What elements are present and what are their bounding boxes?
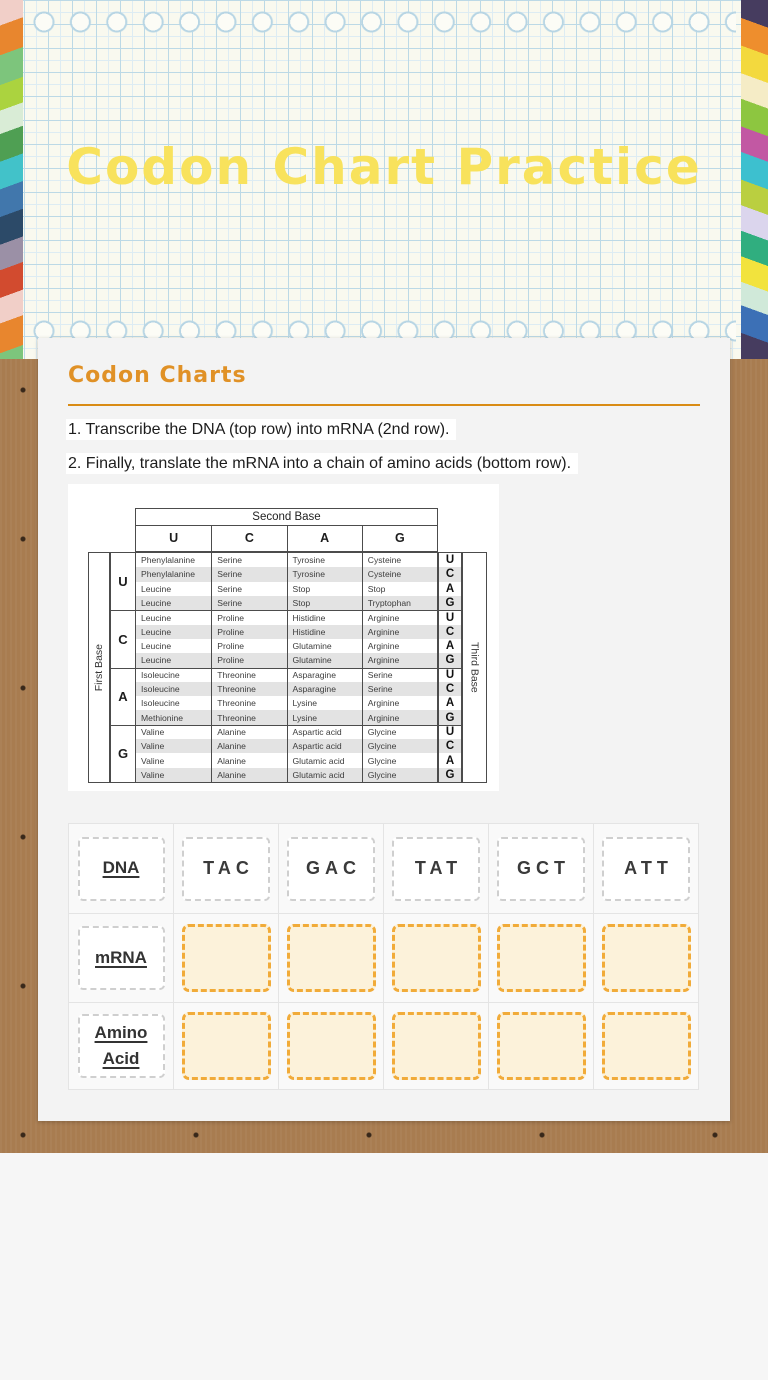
first-base-letter: A — [111, 668, 135, 725]
first-base-letter: C — [111, 610, 135, 667]
instruction-1-text: 1. Transcribe the DNA (top row) into mRNA (2nd row). — [66, 419, 456, 440]
third-base-letter: G — [439, 710, 461, 724]
codon-chart-cell: Phenylalanine — [136, 567, 211, 581]
codon-chart-cell: Alanine — [211, 768, 286, 782]
page-title: Codon Chart Practice — [66, 138, 702, 196]
codon-chart-cell: Arginine — [362, 639, 437, 653]
answer-table-cell — [279, 824, 383, 913]
third-base-letter: U — [439, 668, 461, 682]
answer-table — [68, 823, 699, 1090]
dna-codon-box: TAC — [182, 837, 270, 901]
codon-chart-cell: Tryptophan — [362, 596, 437, 610]
second-base-label: Second Base — [136, 509, 437, 526]
codon-chart-cell: Valine — [136, 768, 211, 782]
codon-chart-cell: Arginine — [362, 653, 437, 667]
dna-codon-box: GCT — [497, 837, 585, 901]
worksheet-header — [0, 0, 768, 359]
codon-chart-cell: Isoleucine — [136, 668, 211, 682]
codon-chart-cell: Alanine — [211, 725, 286, 739]
worksheet-card — [38, 338, 730, 1121]
codon-chart-cell: Arginine — [362, 696, 437, 710]
dna-codon-box: ATT — [602, 837, 690, 901]
row-label-amino-acid: Amino Acid — [78, 1014, 165, 1078]
decorative-tape-right-icon — [741, 0, 768, 359]
answer-table-cell — [69, 914, 173, 1002]
answer-table-cell — [279, 1003, 383, 1089]
codon-chart-cell: Leucine — [136, 610, 211, 624]
third-base-label: Third Base — [468, 642, 481, 693]
codon-chart-cell: Asparagine — [287, 668, 362, 682]
codon-chart-cell: Cysteine — [362, 567, 437, 581]
instruction-line-1 — [68, 419, 700, 440]
amino-acid-answer-box[interactable] — [392, 1012, 481, 1080]
codon-chart-cell: Glutamine — [287, 639, 362, 653]
codon-chart-cell: Leucine — [136, 596, 211, 610]
second-base-letter: G — [362, 526, 437, 551]
second-base-letter: A — [287, 526, 362, 551]
amino-acid-answer-box[interactable] — [287, 1012, 376, 1080]
third-base-letter: A — [445, 754, 455, 767]
row-label-mrna: mRNA — [78, 926, 165, 990]
mrna-answer-box[interactable] — [182, 924, 271, 992]
second-base-letter: U — [169, 531, 179, 545]
answer-table-cell — [489, 914, 593, 1002]
codon-chart-cell: Isoleucine — [141, 698, 180, 709]
codon-chart-cell: Glycine — [362, 753, 437, 767]
page-footer-space — [0, 1153, 768, 1380]
mrna-answer-box[interactable] — [497, 924, 586, 992]
codon-chart-cell: Glutamic acid — [287, 768, 362, 782]
codon-chart-cell: Glycine — [362, 725, 437, 739]
mrna-answer-box[interactable] — [602, 924, 691, 992]
codon-chart-cell: Valine — [141, 755, 165, 766]
codon-chart-image — [68, 484, 499, 791]
third-base-letter: G — [439, 596, 461, 610]
first-base-letter: G — [111, 725, 135, 782]
codon-chart-cell: Asparagine — [287, 682, 362, 696]
third-base-letter: C — [439, 682, 461, 696]
third-base-letter: U — [439, 725, 461, 739]
instruction-line-2 — [68, 453, 700, 474]
codon-chart-cell: Leucine — [141, 583, 172, 594]
codon-chart-body — [135, 552, 438, 783]
amino-acid-answer-box[interactable] — [182, 1012, 271, 1080]
first-base-letter-column — [110, 552, 136, 783]
codon-chart-cell: Threonine — [211, 668, 286, 682]
codon-chart-cell: Leucine — [141, 641, 172, 652]
third-base-letter: C — [439, 625, 461, 639]
codon-chart-cell: Arginine — [362, 625, 437, 639]
codon-chart-cell: Proline — [211, 639, 286, 653]
answer-table-cell — [594, 914, 698, 1002]
codon-chart-cell: Arginine — [362, 610, 437, 624]
codon-chart-cell: Glutamine — [287, 653, 362, 667]
codon-chart-cell: Serine — [211, 582, 286, 596]
third-base-letter: C — [439, 739, 461, 753]
codon-chart-cell: Serine — [362, 668, 437, 682]
third-base-letter: A — [445, 697, 455, 710]
answer-table-cell — [384, 1003, 488, 1089]
codon-chart-cell: Serine — [362, 682, 437, 696]
codon-chart-cell: Alanine — [211, 753, 286, 767]
mrna-answer-box[interactable] — [392, 924, 481, 992]
answer-table-cell — [489, 824, 593, 913]
answer-table-cell — [69, 824, 173, 913]
third-base-letter: G — [439, 768, 461, 782]
codon-chart-header — [135, 508, 438, 552]
third-base-letter: A — [445, 582, 455, 595]
codon-chart-cell: Aspartic acid — [287, 739, 362, 753]
codon-chart-cell: Stop — [287, 596, 362, 610]
third-base-letter: A — [445, 640, 455, 653]
punch-holes-top — [26, 0, 736, 44]
answer-table-cell — [384, 914, 488, 1002]
first-base-letter: U — [118, 574, 128, 590]
dna-codon-box: TAT — [392, 837, 480, 901]
codon-chart-cell: Leucine — [136, 653, 211, 667]
third-base-letter: C — [439, 567, 461, 581]
third-base-letter: U — [445, 554, 455, 567]
mrna-answer-box[interactable] — [287, 924, 376, 992]
codon-chart-cell: Lysine — [287, 710, 362, 724]
codon-chart-cell: Alanine — [211, 739, 286, 753]
codon-chart-cell: Proline — [211, 653, 286, 667]
codon-chart-cell: Leucine — [136, 625, 211, 639]
codon-chart-cell: Tyrosine — [287, 567, 362, 581]
codon-chart-cell: Stop — [362, 582, 437, 596]
codon-chart-cell: Threonine — [211, 710, 286, 724]
codon-chart-cell: Histidine — [287, 625, 362, 639]
third-base-letter: U — [439, 610, 461, 624]
codon-chart-cell: Valine — [136, 739, 211, 753]
second-base-letter-row — [136, 526, 437, 551]
answer-table-cell — [174, 1003, 278, 1089]
third-base-label-column — [462, 552, 487, 783]
answer-table-cell — [69, 1003, 173, 1089]
answer-table-cell — [594, 824, 698, 913]
answer-table-cell — [174, 914, 278, 1002]
codon-chart-cell: Serine — [211, 596, 286, 610]
codon-chart-cell: Histidine — [287, 610, 362, 624]
codon-chart-cell: Glycine — [362, 768, 437, 782]
third-base-letter-column — [438, 552, 462, 783]
codon-chart-cell: Serine — [211, 553, 286, 567]
codon-chart-cell: Cysteine — [362, 553, 437, 567]
codon-chart-cell: Proline — [211, 610, 286, 624]
answer-table-cell — [594, 1003, 698, 1089]
third-base-letter: G — [439, 653, 461, 667]
codon-chart-cell: Aspartic acid — [287, 725, 362, 739]
instruction-2-text: 2. Finally, translate the mRNA into a chain of amino acids (bottom row). — [66, 453, 578, 474]
codon-chart-cell: Proline — [211, 625, 286, 639]
first-base-label: First Base — [93, 643, 105, 692]
codon-chart-cell: Threonine — [211, 696, 286, 710]
answer-table-cell — [384, 824, 488, 913]
amino-acid-answer-box[interactable] — [602, 1012, 691, 1080]
codon-chart-cell: Valine — [136, 725, 211, 739]
codon-chart-cell: Glycine — [362, 739, 437, 753]
codon-chart-cell: Arginine — [362, 710, 437, 724]
codon-chart-cell: Stop — [287, 582, 362, 596]
section-heading: Codon Charts — [68, 363, 247, 388]
second-base-letter: C — [211, 526, 286, 551]
dna-codon-box: GAC — [287, 837, 375, 901]
amino-acid-answer-box[interactable] — [497, 1012, 586, 1080]
codon-chart-cell: Methionine — [136, 710, 211, 724]
answer-table-cell — [174, 824, 278, 913]
first-base-label-column — [88, 552, 110, 783]
codon-chart-cell: Isoleucine — [136, 682, 211, 696]
kraft-background — [0, 359, 768, 1153]
section-divider — [68, 404, 700, 406]
row-label-dna: DNA — [78, 837, 165, 901]
decorative-tape-left-icon — [0, 0, 23, 359]
codon-chart-cell: Serine — [211, 567, 286, 581]
codon-chart-cell: Tyrosine — [287, 553, 362, 567]
codon-chart-cell: Lysine — [287, 696, 362, 710]
answer-table-cell — [279, 914, 383, 1002]
codon-chart-cell: Threonine — [211, 682, 286, 696]
answer-table-cell — [489, 1003, 593, 1089]
codon-chart-cell: Phenylalanine — [141, 555, 195, 566]
codon-chart-cell: Glutamic acid — [287, 753, 362, 767]
